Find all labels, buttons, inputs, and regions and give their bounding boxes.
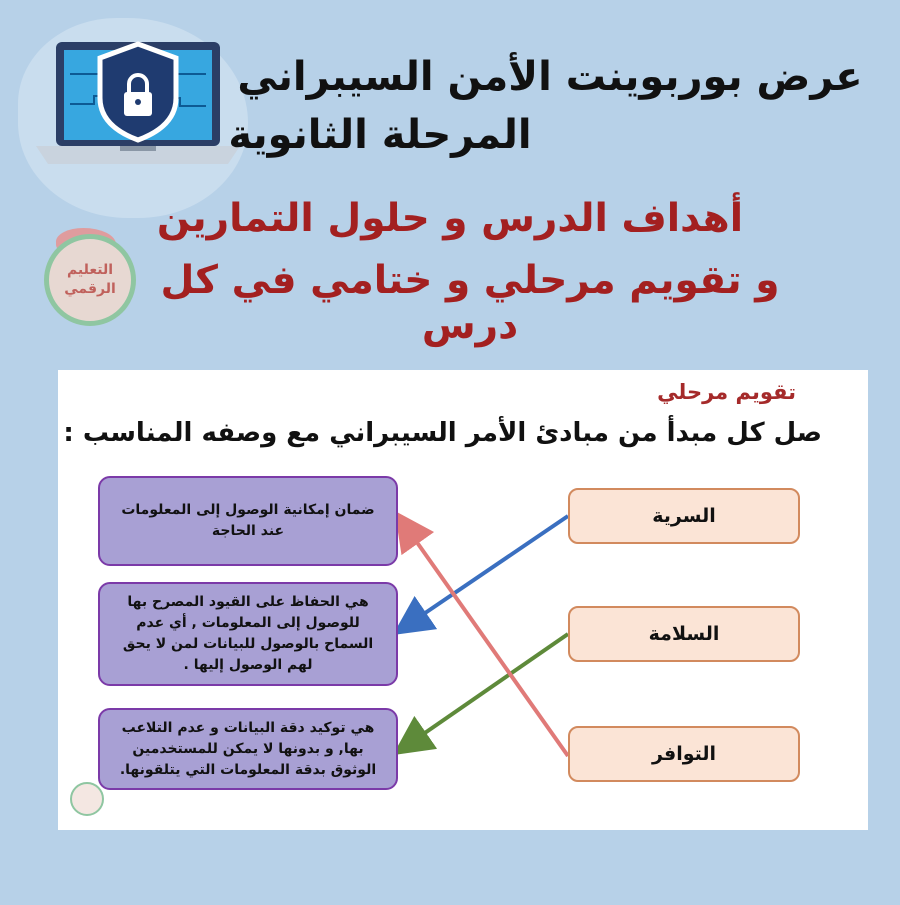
mini-logo-icon [70,782,104,816]
description-box-availability: ضمان إمكانية الوصول إلى المعلومات عند الحاجة [98,476,398,566]
exercise-slide [58,370,868,830]
arrow-confidentiality [406,516,568,626]
description-box-confidentiality: هي الحفاظ على القيود المصرح بها للوصول إلى المعلومات , أي عدم السماح بالوصول للبيانات لمن لا يحق لهم الوصول إليها . [98,582,398,686]
page-title-line1: عرض بوربوينت الأمن السيبراني [237,54,863,100]
arrow-integrity [406,634,568,746]
subtitle-line2: و تقويم مرحلي و ختامي في كل درس [160,258,780,348]
logo-line1: التعليم [66,262,114,279]
digital-education-logo-icon [44,234,136,326]
subtitle-line1: أهداف الدرس و حلول التمارين [156,196,744,241]
logo-line2: الرقمي [64,281,116,297]
question-text: صل كل مبدأ من مبادئ الأمر السيبراني مع وصفه المناسب : [63,418,822,448]
principle-box-availability: التوافر [568,726,800,782]
arrow-availability [404,524,568,756]
description-box-integrity: هي توكيد دقة البيانات و عدم التلاعب بها, و بدونها لا يمكن للمستخدمين الوثوق بدقة المعلومات التي يتلقونها. [98,708,398,790]
principle-box-integrity: السلامة [568,606,800,662]
page-title-line2: المرحلة الثانوية [228,112,532,158]
eval-label: تقويم مرحلي [657,380,796,404]
principle-box-confidentiality: السرية [568,488,800,544]
